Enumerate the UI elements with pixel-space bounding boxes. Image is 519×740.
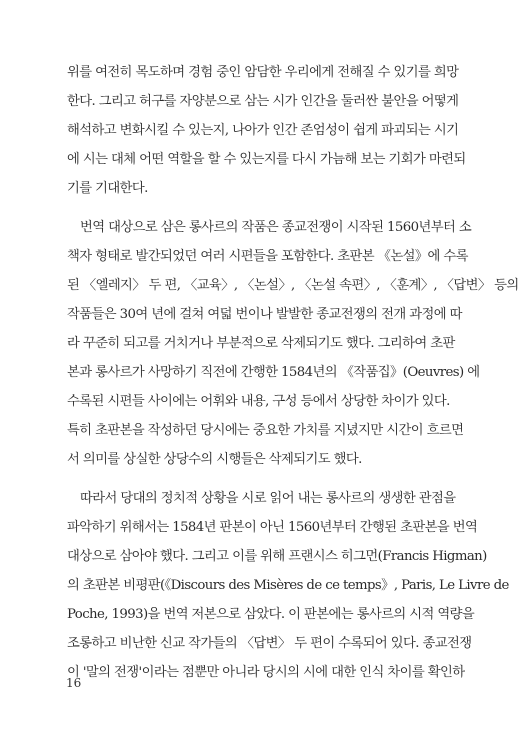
text-line: Poche, 1993)을 번역 저본으로 삼았다. 이 판본에는 롱사르의 시적 역량을 [67, 607, 475, 622]
paragraph-2 [67, 213, 519, 474]
text-line: 해석하고 변화시킬 수 있는지, 나아가 인간 존엄성이 쉽게 파괴되는 시기 [67, 123, 459, 138]
text-line: 대상으로 삼아야 했다. 그리고 이를 위해 프랜시스 히그먼(Francis Higman) [67, 549, 487, 564]
text-line: 위를 여전히 목도하며 경험 중인 암담한 우리에게 전해질 수 있기를 희망 [67, 65, 459, 80]
text-line: 수록된 시편들 사이에는 어휘와 내용, 구성 등에서 상당한 차이가 있다. [67, 394, 450, 409]
page-number: 16 [66, 676, 82, 690]
text-line: 본과 롱사르가 사망하기 직전에 간행한 1584년의 《작품집》(Oeuvres) 에 [67, 365, 480, 380]
text-line: 따라서 당대의 정치적 상황을 시로 읽어 내는 롱사르의 생생한 관점을 [80, 491, 456, 506]
text-line: 서 의미를 상실한 상당수의 시행들은 삭제되기도 했다. [67, 452, 362, 467]
text-line: 책자 형태로 발간되었던 여러 시편들을 포함한다. 초판본 《논설》에 수록 [67, 249, 468, 264]
text-line: 된 〈엘레지〉 두 편, 〈교육〉, 〈논설〉, 〈논설 속편〉, 〈훈계〉, 〈답변〉 등의 [67, 278, 519, 293]
text-line: 에 시는 대체 어떤 역할을 할 수 있는지를 다시 가늠해 보는 기회가 마련되 [67, 152, 466, 167]
text-line: 작품들은 30여 년에 걸쳐 여덟 번이나 발발한 종교전쟁의 전개 과정에 따 [67, 307, 462, 322]
text-line: 특히 초판본을 작성하던 당시에는 중요한 가치를 지녔지만 시간이 흐르면 [67, 423, 464, 438]
text-line: 번역 대상으로 삼은 롱사르의 작품은 종교전쟁이 시작된 1560년부터 소 [80, 220, 472, 235]
text-line: 조롱하고 비난한 신교 작가들의 〈답변〉 두 편이 수록되어 있다. 종교전쟁 [67, 636, 472, 651]
paragraph-1 [67, 58, 466, 203]
text-line: 라 꾸준히 되고를 거치거나 부분적으로 삭제되기도 했다. 그리하여 초판 [67, 336, 455, 351]
text-line: 기를 기대한다. [67, 181, 148, 196]
text-line: 한다. 그리고 허구를 자양분으로 삼는 시가 인간을 둘러싼 불안을 어떻게 [67, 94, 459, 109]
text-line: 파악하기 위해서는 1584년 판본이 아닌 1560년부터 간행된 초판본을 번역 [67, 520, 478, 535]
paragraph-3 [67, 484, 509, 687]
text-line: 의 초판본 비평판(《Discours des Misères de ce temps》, Paris, Le Livre de [67, 578, 509, 593]
text-line: 이 '말의 전쟁'이라는 점뿐만 아니라 당시의 시에 대한 인식 차이를 확인하 [67, 665, 465, 680]
